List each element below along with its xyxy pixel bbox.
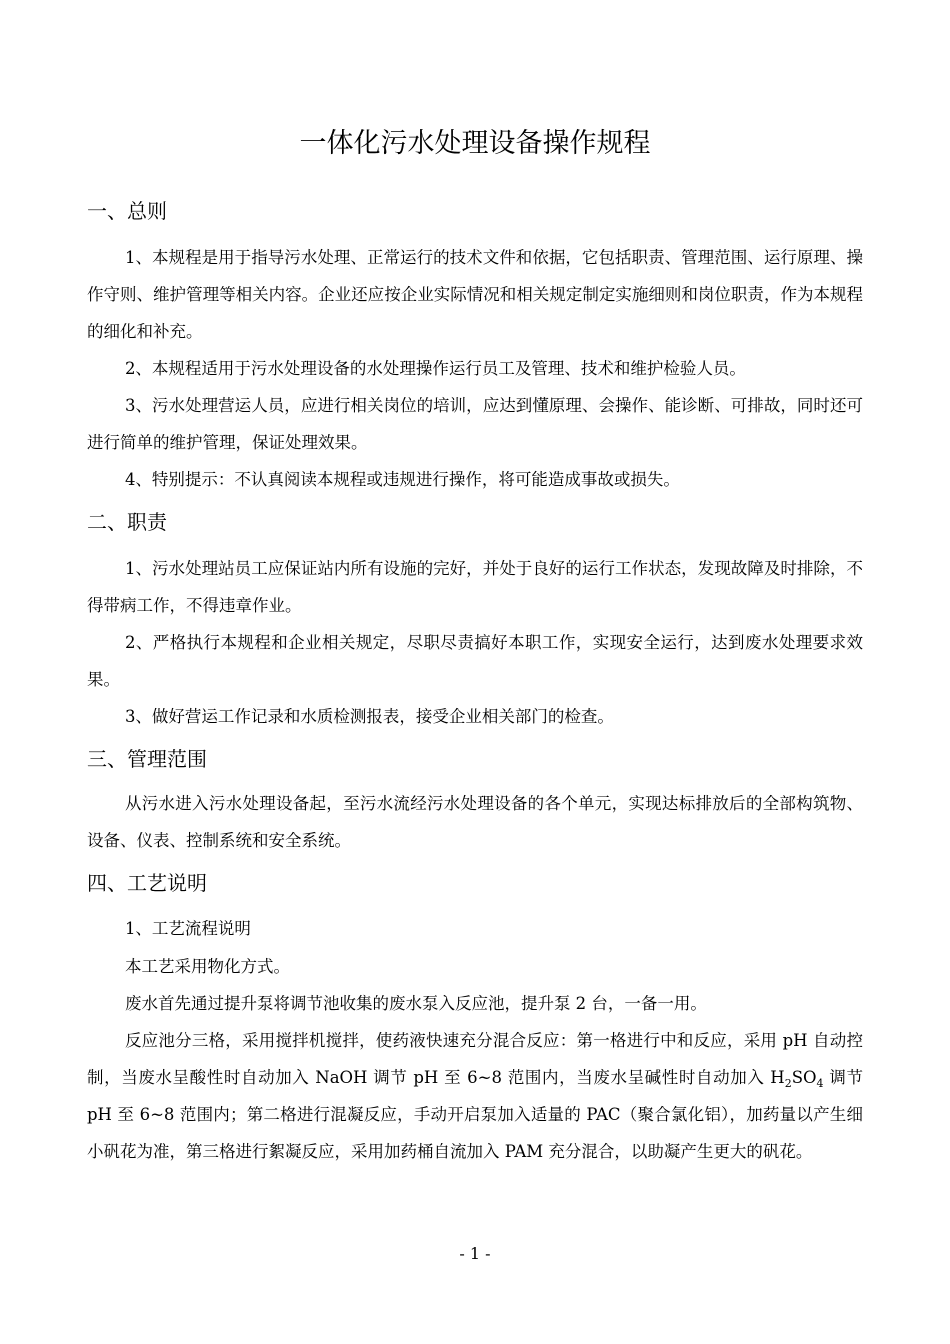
paragraph: 1、本规程是用于指导污水处理、正常运行的技术文件和依据，它包括职责、管理范围、运行原理、操作守则、维护管理等相关内容。企业还应按企业实际情况和相关规定制定实施细则和岗位职责，作为本规程的细化和补充。 — [87, 248, 863, 341]
paragraph: 1、污水处理站员工应保证站内所有设施的完好，并处于良好的运行工作状态，发现故障及时排除，不得带病工作，不得违章作业。 — [87, 559, 863, 615]
section-heading-general: 一、总则 — [87, 199, 167, 223]
section-heading-scope: 三、管理范围 — [87, 747, 207, 771]
paragraph: 4、特别提示：不认真阅读本规程或违规进行操作，将可能造成事故或损失。 — [124, 470, 680, 489]
paragraph-reaction-tank: 反应池分三格，采用搅拌机搅拌，使药液快速充分混合反应：第一格进行中和反应，采用 pH 自动控制，当废水呈酸性时自动加入 NaOH 调节 pH 至 6~8 范围内，当废水呈碱性时自动加入 $H_2SO_4$ 调节 pH 至 6~8 范围内；第二格进行混凝反应，手动开启泵加入适量的 PAC（聚合氯化铝），加药量以产生细小矾花为准，第三格进行絮凝反应，采用加药桶自流加入 PAM 充分混合，以助凝产生更大的矾花。 — [87, 1031, 863, 1161]
paragraph: 1、工艺流程说明 — [124, 919, 251, 938]
paragraph: 2、本规程适用于污水处理设备的水处理操作运行员工及管理、技术和维护检验人员。 — [124, 359, 746, 378]
paragraph: 3、做好营运工作记录和水质检测报表，接受企业相关部门的检查。 — [124, 707, 614, 726]
paragraph: 本工艺采用物化方式。 — [124, 957, 290, 976]
paragraph: 3、污水处理营运人员，应进行相关岗位的培训，应达到懂原理、会操作、能诊断、可排故，同时还可进行简单的维护管理，保证处理效果。 — [87, 396, 863, 452]
paragraph: 2、严格执行本规程和企业相关规定，尽职尽责搞好本职工作，实现安全运行，达到废水处理要求效果。 — [87, 633, 863, 689]
page-number: - 1 - — [459, 1244, 491, 1263]
section-heading-process: 四、工艺说明 — [87, 871, 207, 895]
paragraph: 废水首先通过提升泵将调节池收集的废水泵入反应池，提升泵 2 台，一备一用。 — [124, 994, 707, 1013]
paragraph: 从污水进入污水处理设备起，至污水流经污水处理设备的各个单元，实现达标排放后的全部构筑物、设备、仪表、控制系统和安全系统。 — [87, 794, 863, 850]
section-heading-duties: 二、职责 — [87, 510, 167, 534]
document-title: 一体化污水处理设备操作规程 — [299, 128, 651, 159]
